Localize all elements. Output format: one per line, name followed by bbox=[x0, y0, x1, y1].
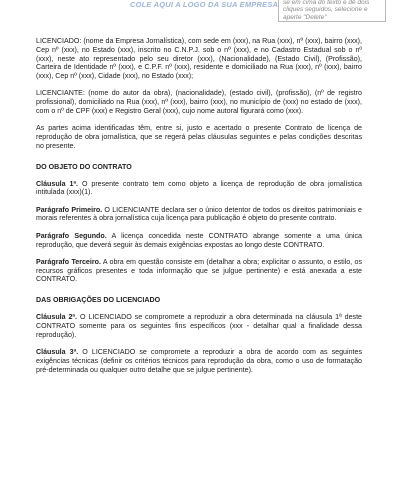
paragraph-segundo-text: A licença concedida neste CONTRATO abrange somente a uma única reprodução, que deverá seguir às demais exigências expostas ao longo deste CONTRATO. bbox=[36, 231, 362, 249]
licenciante-paragraph: LICENCIANTE: (nome do autor da obra), (nacionalidade), (estado civil), (profissão), (nº de registro profissional), domiciliado na Rua (xxx), nº (xxx), bairro (xxx), no município de (xxx) no estado de (xxx), com o nº de CPF (xxx) e Registro Geral (xxx), cujo nome autoral figurará como (xxx). bbox=[36, 89, 362, 116]
contract-body bbox=[36, 37, 362, 383]
clause-1-text: O presente contrato tem como objeto a licença de reprodução de obra jornalística intitulada (xxx)(1). bbox=[36, 179, 362, 197]
paragraph-terceiro bbox=[36, 258, 362, 284]
clause-1 bbox=[36, 180, 362, 198]
logo-placeholder-banner: COLE AQUI A LOGO DA SUA EMPRESA bbox=[130, 0, 279, 9]
paragraph-primeiro-label: Parágrafo Primeiro. bbox=[36, 205, 103, 214]
licenciado-paragraph: LICENCIADO: (nome da Empresa Jornalística), com sede em (xxx), na Rua (xxx), nº (xxx), bairro (xxx), Cep nº (xxx), no Estado (xxx), inscrito no C.N.P.J. sob o nº (xxx), e no Cadastro Estadual sob o nº (xxx), neste ato representado pelo seu diretor (xxx), (Nacionalidade), (Estado Civil), (Profissão), Carteira de Identidade nº (xxx), e C.P.F. nº (xxx), residente e domiciliado na Rua (xxx), nº (xxx), bairro (xxx), Cep nº (xxx), Cidade (xxx), no Estado (xxx); bbox=[36, 37, 362, 81]
paragraph-terceiro-label: Parágrafo Terceiro. bbox=[36, 257, 101, 266]
clause-3-text: O LICENCIADO se compromete a reproduzir a obra de acordo com as seguintes exigências técnicas (definir os critérios técnicos para reprodução da obra, como o uso de formatação pré-determinada ou qualquer outro detalhe que se julgue pertinente). bbox=[36, 347, 362, 374]
clause-1-label: Cláusula 1ª. bbox=[36, 179, 79, 188]
paragraph-terceiro-text: A obra em questão consiste em (detalhar a obra; explicitar o assunto, o estilo, os recursos gráficos presentes e toda informação que se julgue pertinente) e está anexada a este CONTRATO. bbox=[36, 257, 362, 284]
clause-3 bbox=[36, 348, 362, 374]
instruction-tooltip: se em cima do texto e dê dois cliques seguidos, selecione e aperte "Delete" bbox=[278, 0, 386, 22]
section-title-objeto: DO OBJETO DO CONTRATO bbox=[36, 162, 132, 171]
paragraph-segundo bbox=[36, 232, 362, 250]
paragraph-primeiro-text: O LICENCIANTE declara ser o único detentor de todos os direitos patrimoniais e morais referentes à obra jornalística cuja licença para publicação é objeto do presente contrato. bbox=[36, 205, 362, 223]
clause-2-label: Cláusula 2ª. bbox=[36, 313, 78, 322]
clause-3-label: Cláusula 3ª. bbox=[36, 347, 79, 356]
paragraph-segundo-label: Parágrafo Segundo. bbox=[36, 231, 107, 240]
clause-2-text: O LICENCIADO se compromete a reproduzir a obra determinada na cláusula 1ª deste CONTRATO somente para os seguintes fins específicos (xxx - detalhar qual a finalidade dessa reprodução). bbox=[36, 313, 362, 339]
clause-2 bbox=[36, 313, 362, 339]
parties-paragraph: As partes acima identificadas têm, entre si, justo e acertado o presente Contrato de licença de reprodução de obra jornalística, que se regerá pelas cláusulas seguintes e pelas condições descritas no presente. bbox=[36, 124, 362, 150]
section-title-obrigacoes: DAS OBRIGAÇÕES DO LICENCIADO bbox=[36, 296, 161, 305]
paragraph-primeiro bbox=[36, 206, 362, 224]
